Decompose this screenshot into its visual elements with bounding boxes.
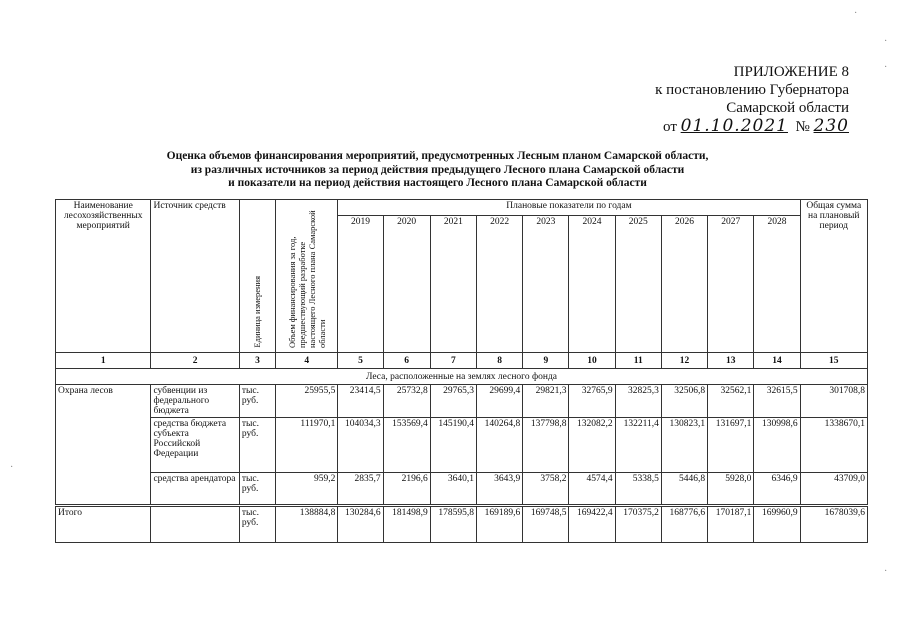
appendix-line-1: к постановлению Губернатора — [655, 82, 849, 98]
header-unit — [239, 200, 275, 353]
row-total: 1338670,1 — [800, 418, 867, 473]
row-value: 5338,5 — [615, 473, 661, 505]
number-prefix: № — [795, 119, 810, 135]
col-number: 3 — [239, 353, 275, 369]
row-value: 131697,1 — [708, 418, 754, 473]
row-value: 5928,0 — [708, 473, 754, 505]
row-value: 32765,9 — [569, 385, 615, 418]
col-number: 5 — [338, 353, 383, 369]
scan-speck: · — [884, 566, 888, 577]
year-header: 2019 — [338, 215, 383, 352]
header-prev — [276, 200, 338, 353]
row-value: 3758,2 — [523, 473, 569, 505]
table-row — [56, 418, 868, 473]
total-value: 181498,9 — [383, 507, 430, 543]
col-number: 15 — [800, 353, 867, 369]
year-header: 2028 — [754, 215, 800, 352]
total-value: 169960,9 — [754, 507, 800, 543]
year-header: 2024 — [569, 215, 615, 352]
date-value: 01.10.2021 — [680, 116, 788, 136]
row-value: 2835,7 — [338, 473, 383, 505]
col-number: 1 — [56, 353, 151, 369]
total-value: 130284,6 — [338, 507, 383, 543]
section-label: Леса, расположенные на землях лесного фонда — [56, 369, 868, 385]
total-value: 169422,4 — [569, 507, 615, 543]
table-row — [56, 385, 868, 418]
total-value: 169748,5 — [523, 507, 569, 543]
row-value: 23414,5 — [338, 385, 383, 418]
row-prev: 25955,5 — [276, 385, 338, 418]
row-value: 145190,4 — [430, 418, 476, 473]
title-line-2: из различных источников за период действия предыдущего Лесного плана Самарской области — [190, 163, 685, 176]
total-value: 178595,8 — [430, 507, 476, 543]
appendix-title: ПРИЛОЖЕНИЕ 8 — [733, 64, 849, 80]
total-row — [56, 507, 868, 543]
header-prev-text: Объем финансирования за год, предшествующий разработке настоящего Лесного плана Самарской области — [286, 210, 327, 348]
col-number: 11 — [615, 353, 661, 369]
col-number: 6 — [383, 353, 430, 369]
total-name: Итого — [56, 507, 151, 543]
row-prev: 959,2 — [276, 473, 338, 505]
row-value: 4574,4 — [569, 473, 615, 505]
scan-speck: · — [10, 462, 14, 473]
row-value: 132082,2 — [569, 418, 615, 473]
row-value: 3643,9 — [477, 473, 523, 505]
section-row — [56, 369, 868, 385]
year-header: 2021 — [430, 215, 476, 352]
row-value: 153569,4 — [383, 418, 430, 473]
col-number: 8 — [477, 353, 523, 369]
row-total: 43709,0 — [800, 473, 867, 505]
col-number: 12 — [661, 353, 707, 369]
col-number: 7 — [430, 353, 476, 369]
total-prev: 138884,8 — [276, 507, 338, 543]
row-source: средства бюджета субъекта Российской Федерации — [151, 418, 239, 473]
column-number-row — [56, 353, 868, 369]
row-source: субвенции из федерального бюджета — [151, 385, 239, 418]
col-number: 10 — [569, 353, 615, 369]
title-line-1: Оценка объемов финансирования мероприятий, предусмотренных Лесным планом Самарской области, — [166, 150, 709, 162]
appendix-line-2: Самарской области — [726, 100, 849, 116]
total-value: 170375,2 — [615, 507, 661, 543]
date-prefix: от — [663, 119, 677, 135]
total-value: 169189,6 — [477, 507, 523, 543]
row-value: 130823,1 — [661, 418, 707, 473]
row-value: 132211,4 — [615, 418, 661, 473]
number-value: 230 — [813, 116, 849, 136]
total-sum: 1678039,6 — [800, 507, 867, 543]
year-header: 2025 — [615, 215, 661, 352]
row-source: средства арендатора — [151, 473, 239, 505]
row-value: 6346,9 — [754, 473, 800, 505]
appendix-date-line — [663, 117, 849, 136]
row-value: 137798,8 — [523, 418, 569, 473]
title-line-3: и показатели на период действия настоящего Лесного плана Самарской области — [228, 177, 647, 189]
row-name: Охрана лесов — [56, 385, 151, 505]
total-unit: тыс. руб. — [239, 507, 275, 543]
row-total: 301708,8 — [800, 385, 867, 418]
row-unit: тыс. руб. — [239, 418, 275, 473]
total-value: 168776,6 — [661, 507, 707, 543]
total-value: 170187,1 — [708, 507, 754, 543]
year-header: 2022 — [477, 215, 523, 352]
row-unit: тыс. руб. — [239, 473, 275, 505]
col-number: 14 — [754, 353, 800, 369]
col-number: 9 — [523, 353, 569, 369]
year-header: 2026 — [661, 215, 707, 352]
header-total: Общая сумма на плановый период — [800, 200, 867, 353]
row-prev: 111970,1 — [276, 418, 338, 473]
financing-table — [55, 199, 868, 543]
header-name: Наименование лесохозяйственных мероприятий — [56, 200, 151, 353]
row-value: 140264,8 — [477, 418, 523, 473]
row-value: 3640,1 — [430, 473, 476, 505]
header-planned: Плановые показатели по годам — [338, 200, 800, 216]
row-value: 32506,8 — [661, 385, 707, 418]
scan-speck: · — [884, 36, 888, 47]
year-header: 2020 — [383, 215, 430, 352]
col-number: 2 — [151, 353, 239, 369]
row-value: 104034,3 — [338, 418, 383, 473]
row-value: 25732,8 — [383, 385, 430, 418]
header-source: Источник средств — [151, 200, 239, 353]
row-value: 32615,5 — [754, 385, 800, 418]
document-title — [0, 150, 905, 191]
row-value: 29821,3 — [523, 385, 569, 418]
scan-speck: · — [884, 62, 888, 73]
row-unit: тыс. руб. — [239, 385, 275, 418]
col-number: 4 — [276, 353, 338, 369]
row-value: 2196,6 — [383, 473, 430, 505]
total-source-empty — [151, 507, 239, 543]
row-value: 5446,8 — [661, 473, 707, 505]
year-header: 2023 — [523, 215, 569, 352]
row-value: 32562,1 — [708, 385, 754, 418]
row-value: 29765,3 — [430, 385, 476, 418]
scan-speck: · — [854, 8, 858, 19]
row-value: 29699,4 — [477, 385, 523, 418]
row-value: 32825,3 — [615, 385, 661, 418]
col-number: 13 — [708, 353, 754, 369]
table-row — [56, 473, 868, 505]
header-unit-text: Единица измерения — [252, 276, 263, 348]
row-value: 130998,6 — [754, 418, 800, 473]
year-header: 2027 — [708, 215, 754, 352]
